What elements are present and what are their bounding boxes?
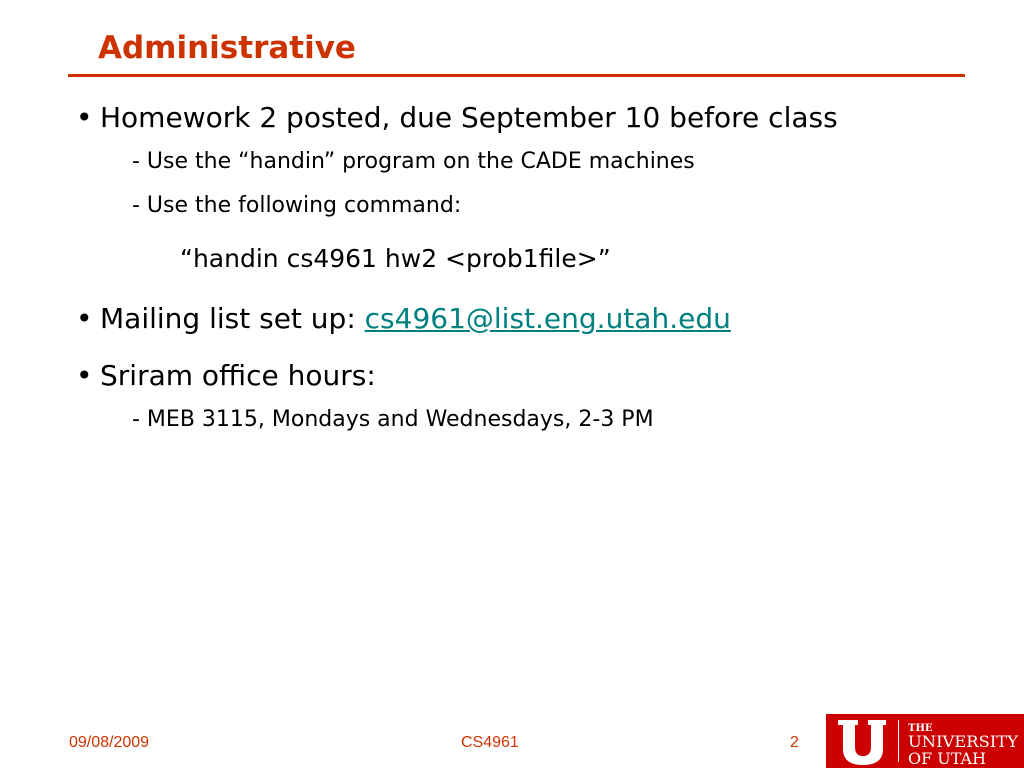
bullet-dot: •: [76, 359, 93, 392]
logo-line-the: THE: [908, 723, 933, 734]
bullet-mailing-list: [76, 302, 731, 335]
footer-date: 09/08/2009: [69, 734, 150, 751]
logo-line-of-utah: OF UTAH: [908, 749, 987, 768]
bullet-dot: •: [76, 302, 93, 335]
footer-course: CS4961: [461, 734, 519, 751]
subitem-office-hours-details: - MEB 3115, Mondays and Wednesdays, 2-3 PM: [132, 407, 654, 432]
subitem-handin-program: - Use the “handin” program on the CADE machines: [132, 149, 695, 174]
bullet-dot: •: [76, 101, 93, 134]
bullet-office-hours-text: Sriram office hours:: [100, 359, 376, 392]
bullet-mailing-list-text: Mailing list set up:: [100, 302, 365, 335]
university-of-utah-logo: [826, 714, 1024, 768]
title-underline: [68, 74, 965, 77]
subitem-following-command: - Use the following command:: [132, 193, 462, 218]
university-of-utah-block-u-icon: [826, 714, 1024, 768]
logo-line-university: UNIVERSITY: [908, 732, 1019, 751]
bullet-homework-text: Homework 2 posted, due September 10 before class: [100, 101, 838, 134]
bullet-office-hours: [76, 359, 376, 392]
handin-command: “handin cs4961 hw2 <prob1file>”: [180, 244, 611, 273]
bullet-homework: [76, 101, 838, 134]
footer-page-number: 2: [790, 734, 799, 751]
slide-title: Administrative: [98, 30, 356, 66]
mailing-list-email-link[interactable]: cs4961@list.eng.utah.edu: [364, 302, 731, 335]
